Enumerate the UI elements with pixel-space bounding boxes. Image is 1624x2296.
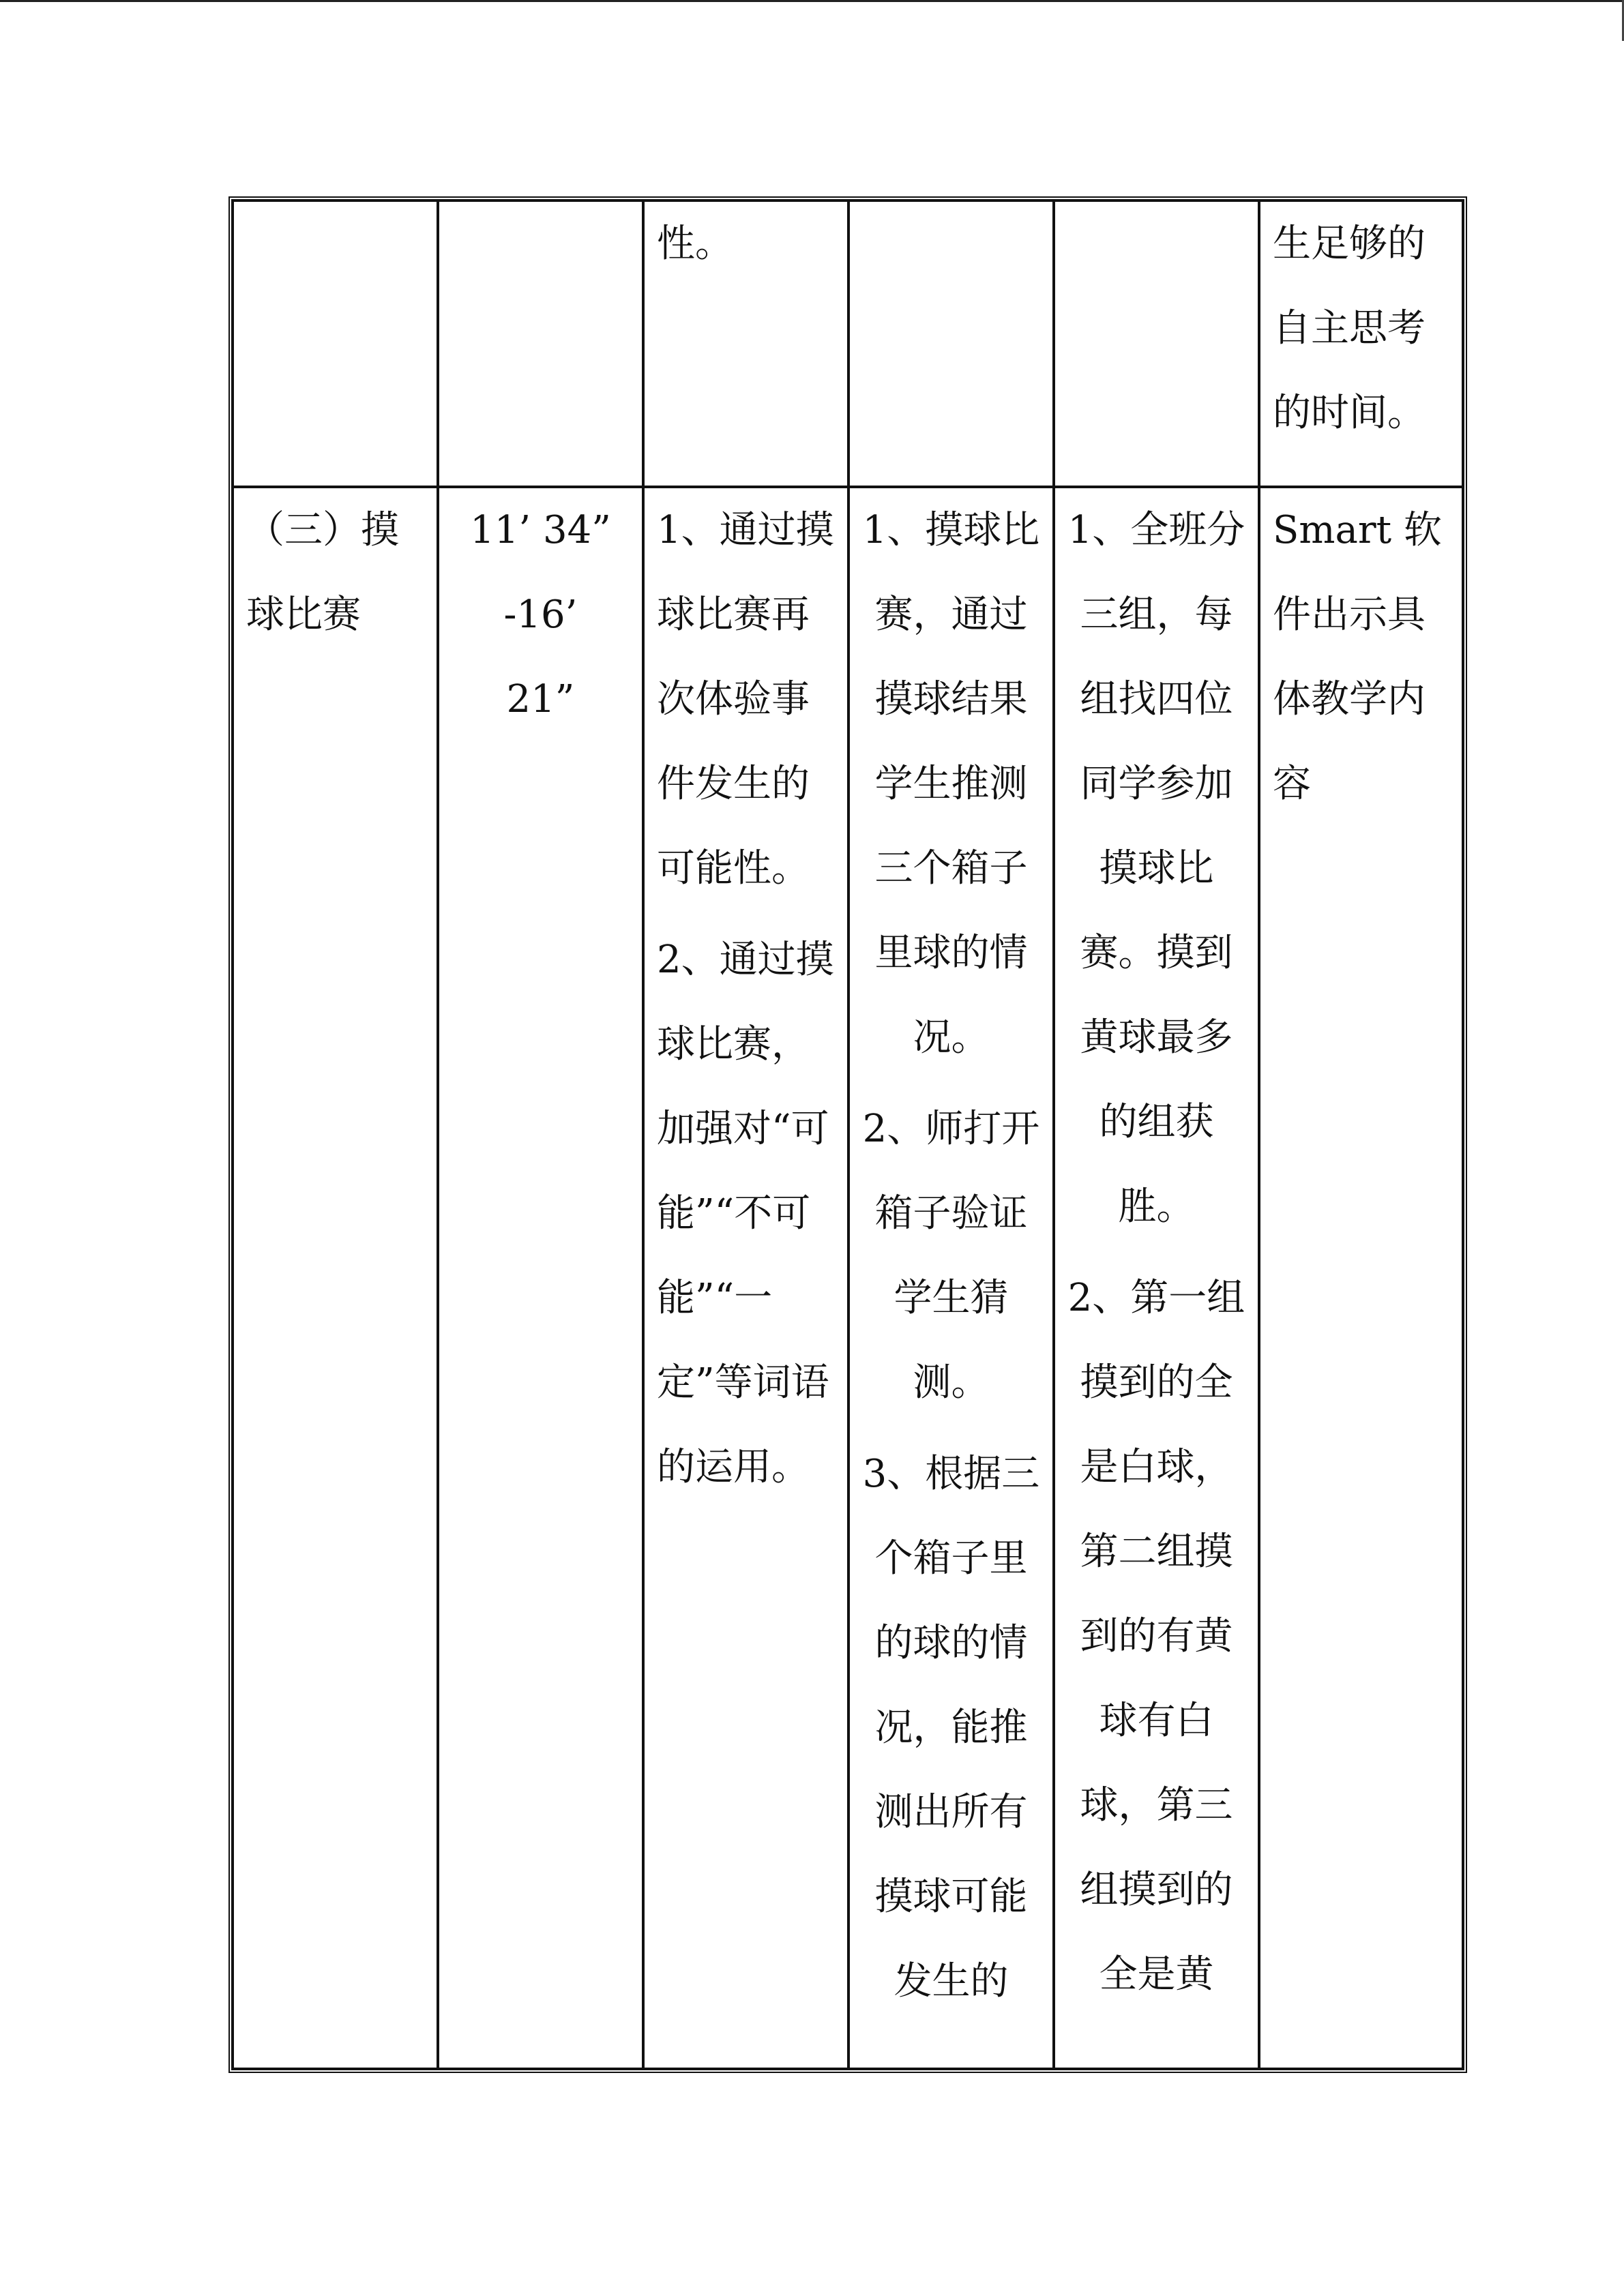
cell-media: Smart 软件出示具体教学内容 bbox=[1259, 487, 1463, 2069]
cell-teacher bbox=[848, 487, 1054, 2069]
cell-student bbox=[1054, 200, 1259, 487]
goal-item: 1、通过摸球比赛再次体验事件发生的可能性。 bbox=[657, 508, 834, 891]
time-start: 11’ 34” bbox=[470, 508, 611, 552]
teacher-activity: 2、师打开箱子验证学生猜测。 bbox=[862, 1107, 1040, 1405]
cell-stage: （三）摸球比赛 bbox=[233, 487, 438, 2069]
cell-stage bbox=[233, 200, 438, 487]
table-row bbox=[233, 200, 1463, 487]
page-top-edge bbox=[0, 0, 1624, 2]
cell-student bbox=[1054, 487, 1259, 2069]
goal-item: 2、通过摸球比赛，加强对“可能”“不可能”“一定”等词语的运用。 bbox=[657, 938, 834, 1489]
time-separator: -16’ bbox=[503, 593, 578, 637]
lesson-plan-table bbox=[228, 196, 1467, 2073]
cell-time bbox=[438, 200, 643, 487]
cell-goals: 性。 bbox=[643, 200, 848, 487]
time-end: 21” bbox=[506, 677, 575, 721]
cell-time bbox=[438, 487, 643, 2069]
student-activity: 1、全班分三组，每组找四位同学参加摸球比赛。摸到黄球最多的组获胜。 bbox=[1067, 508, 1245, 1229]
student-activity: 2、第一组摸到的全是白球，第二组摸到的有黄球有白球，第三组摸到的全是黄 bbox=[1067, 1276, 1245, 1997]
teacher-activity: 1、摸球比赛，通过摸球结果学生推测三个箱子里球的情况。 bbox=[862, 508, 1040, 1060]
teacher-activity: 3、根据三个箱子里的球的情况，能推测出所有摸球可能发生的 bbox=[862, 1452, 1040, 2003]
cell-goals bbox=[643, 487, 848, 2069]
cell-media: 生足够的自主思考的时间。 bbox=[1259, 200, 1463, 487]
cell-teacher bbox=[848, 200, 1054, 487]
table-row bbox=[233, 487, 1463, 2069]
